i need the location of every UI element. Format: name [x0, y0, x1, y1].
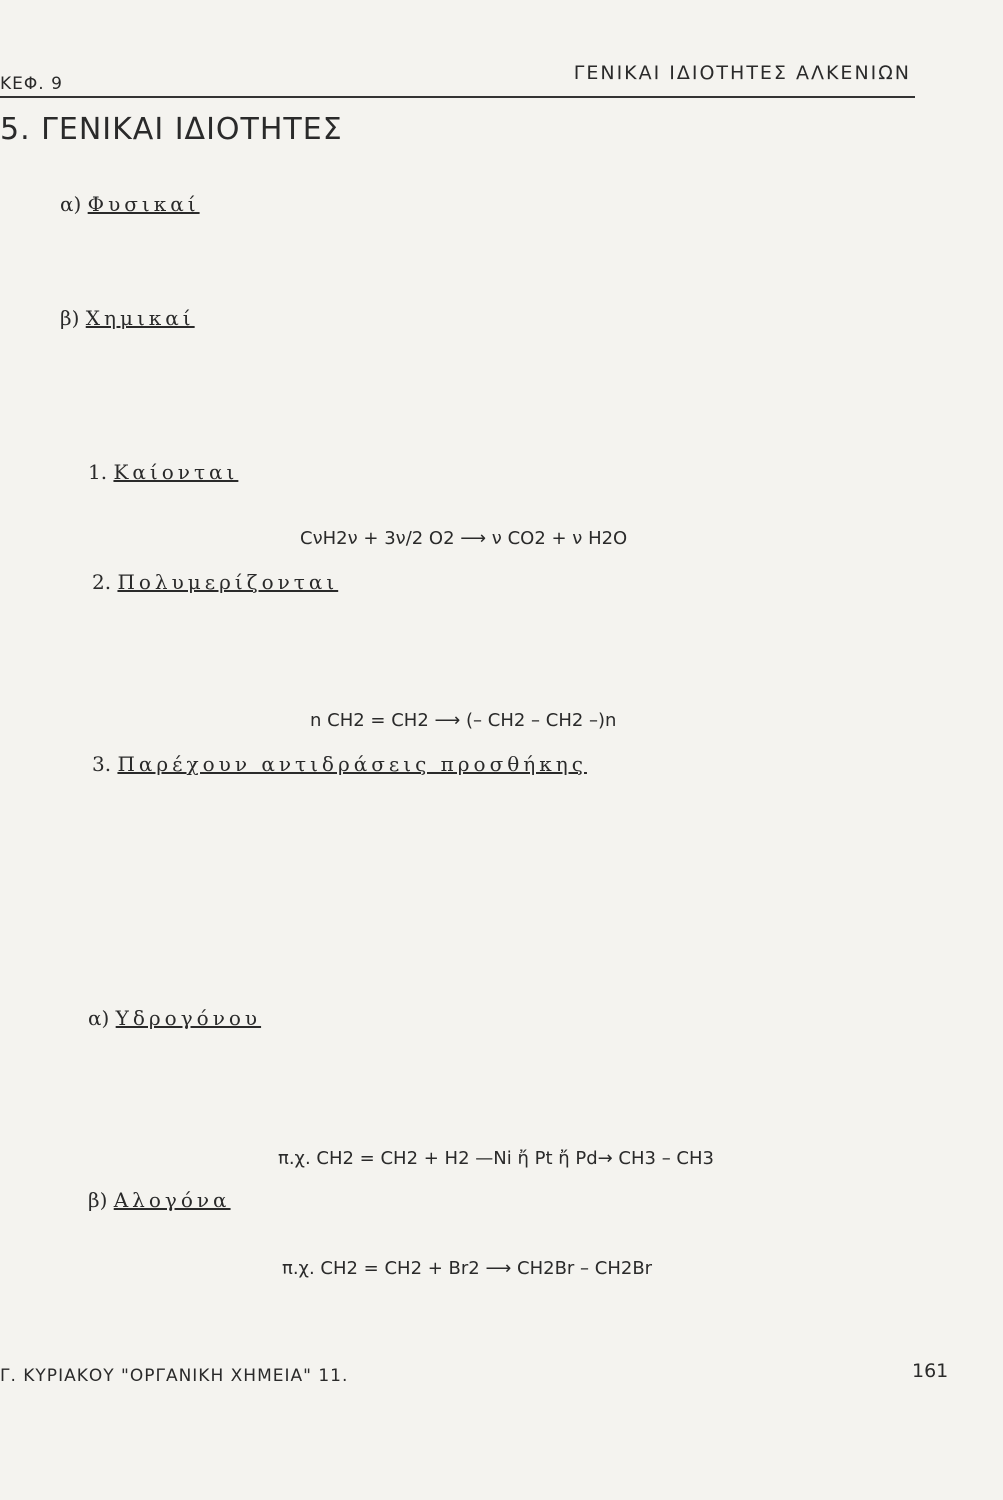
hydrogen-heading — [88, 1006, 261, 1030]
item-1-title: Καίονται — [113, 460, 239, 484]
hydrogenation-formula: π.χ. CH2 = CH2 + H2 —Ni ἤ Pt ἤ Pd→ CH3 – CH3 — [278, 1148, 714, 1169]
physical-heading — [60, 192, 200, 216]
section-title: 5. ΓΕΝΙΚΑΙ ΙΔΙΟΤΗΤΕΣ — [0, 112, 343, 147]
hal-heading: Αλογόνα — [113, 1188, 231, 1212]
combustion-formula: CνH2ν + 3ν/2 O2 ⟶ ν CO2 + ν H2O — [300, 528, 628, 549]
item-2-number: 2. — [92, 570, 112, 594]
running-title: ΓΕΝΙΚΑΙ ΙΔΙΟΤΗΤΕΣ ΑΛΚΕΝΙΩΝ — [573, 62, 911, 84]
page-number: 161 — [912, 1360, 949, 1382]
b-label: β) — [60, 306, 80, 330]
hal-label: β) — [88, 1188, 108, 1212]
item-2-heading — [92, 570, 338, 594]
item-2-title: Πολυμερίζονται — [117, 570, 339, 594]
halogen-heading — [88, 1188, 231, 1212]
halogenation-formula: π.χ. CH2 = CH2 + Br2 ⟶ CH2Br – CH2Br — [282, 1258, 653, 1279]
polymerization-formula: n CH2 = CH2 ⟶ (– CH2 – CH2 –)n — [310, 710, 617, 731]
header-rule — [0, 96, 915, 98]
chapter-label: ΚΕΦ. 9 — [0, 74, 63, 94]
b-heading: Χημικαί — [85, 306, 195, 330]
item-1-number: 1. — [88, 460, 108, 484]
item-1-heading — [88, 460, 238, 484]
footer-citation: Γ. ΚΥΡΙΑΚΟΥ "ΟΡΓΑΝΙΚΗ ΧΗΜΕΙΑ" 11. — [0, 1366, 349, 1386]
item-3-title: Παρέχουν αντιδράσεις προσθήκης — [117, 752, 587, 776]
hyd-heading: Υδρογόνου — [115, 1006, 262, 1030]
hyd-label: α) — [88, 1006, 110, 1030]
a-label: α) — [60, 192, 82, 216]
chemical-heading — [60, 306, 195, 330]
item-3-heading — [92, 752, 587, 776]
item-3-number: 3. — [92, 752, 112, 776]
a-heading: Φυσικαί — [87, 192, 200, 216]
